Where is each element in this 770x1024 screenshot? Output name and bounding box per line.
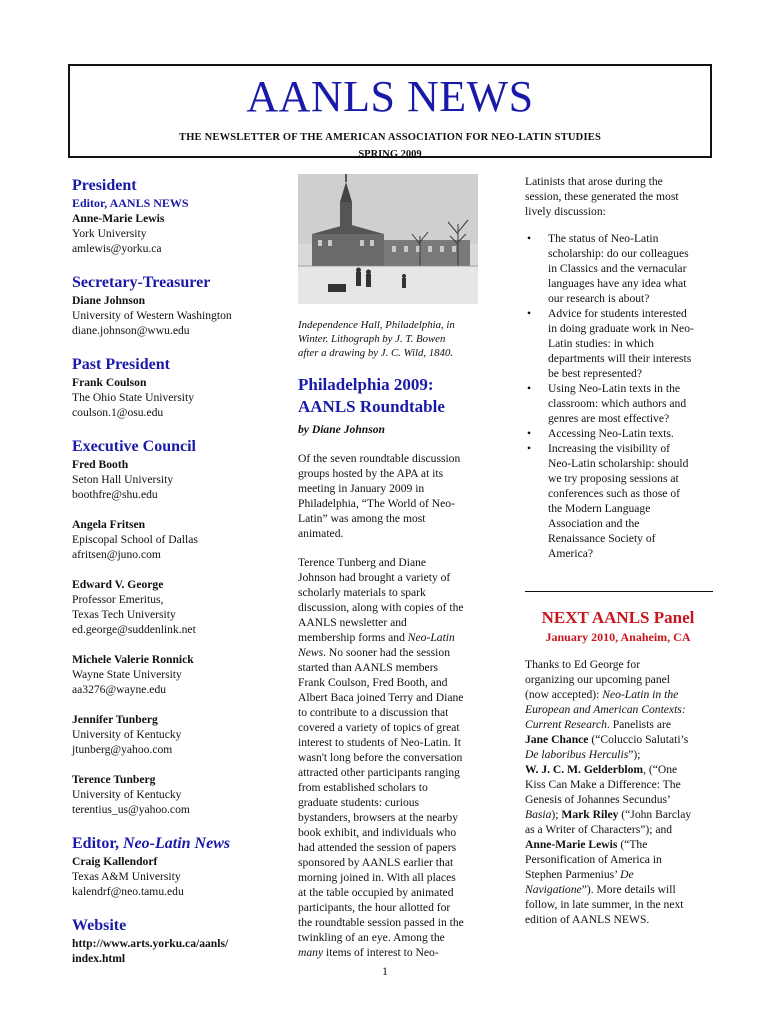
officers-column	[72, 176, 277, 966]
past-president-affiliation: The Ohio State University	[72, 391, 195, 404]
next-panel-text: Thanks to Ed George for organizing our upcoming panel (now accepted): Neo-Latin in the European and American Contexts: Current Research. Panelists are Jane Chance (“Coluccio Salutati’s De laboribus Herculis”); W. J. C. M. Gelderblom, (“One Kiss Can Make a Difference: The Genesis of Johannes Secundus’ Basia); Mark Riley (“John Barclay as a Writer of Characters”); and Anne-Marie Lewis (“The Personification of America in Stephen Parmenius’ De Navigatione”). More details will follow, in late summer, in the next edition of AANLS NEWS.	[525, 658, 692, 926]
discussion-topic-item: • Accessing Neo-Latin texts.	[525, 426, 711, 441]
secretary-affiliation: University of Western Washington	[72, 309, 232, 322]
council-member-name: Edward V. George	[72, 578, 164, 591]
council-member: Fred Booth Seton Hall University boothfre@shu.edu	[72, 457, 277, 502]
article-byline: by Diane Johnson	[298, 423, 385, 436]
president-email: amlewis@yorku.ca	[72, 242, 162, 255]
article-paragraph-2: Terence Tunberg and Diane Johnson had brought a variety of scholarly materials to spark discussion, along with copies of the AANLS newsletter and membership forms and Neo-Latin News. No sooner had the session started than AANLS members Frank Coulson, Fred Booth, and Albert Baca joined Terry and Diane to contribute to a discussion that covered a variety of topics of great interest to students of Neo-Latin. It wasn't long before the conversation attracted other participants ranging from established scholars to graduate students: curious bystanders, browsers at the nearby book exhibit, and individuals who had attended the session of papers sponsored by AANLS earlier that morning joined in. With all places at the table occupied by animated participants, the hour allotted for the roundtable session passed in the twinkling of an eye. Among the many items of interest to Neo-	[298, 556, 464, 959]
next-panel-title: NEXT AANLS Panel	[541, 608, 695, 627]
continuation-column	[525, 174, 711, 927]
independence-hall-lithograph	[298, 174, 478, 304]
article-continuation: Latinists that arose during the session, these generated the most lively discussion:	[525, 175, 679, 218]
discussion-topic-item: • The status of Neo-Latin scholarship: do our colleagues in Classics and the vernacular languages have any idea what our research is about?	[525, 231, 711, 306]
discussion-topic-item: • Increasing the visibility of Neo-Latin scholarship: should we try proposing sessions at conferences such as those of the Modern Language Association and the Renaissance Society of America?	[525, 441, 711, 561]
discussion-topics-list	[525, 231, 711, 561]
council-member: Terence Tunberg University of Kentucky terentius_us@yahoo.com	[72, 772, 277, 817]
website-url-line1[interactable]: http://www.arts.yorku.ca/aanls/	[72, 937, 229, 950]
article-paragraph-1: Of the seven roundtable discussion groups hosted by the APA at its meeting in January 2009 in Philadelphia, “The World of Neo- Latin” was among the most animated.	[298, 452, 461, 540]
newsletter-title: AANLS NEWS	[246, 72, 534, 121]
council-member-name: Michele Valerie Ronnick	[72, 653, 194, 666]
next-panel-date: January 2010, Anaheim, CA	[545, 630, 691, 644]
secretary-email: diane.johnson@wwu.edu	[72, 324, 190, 337]
newsletter-subtitle: THE NEWSLETTER OF THE AMERICAN ASSOCIATION FOR NEO-LATIN STUDIES	[178, 132, 601, 143]
discussion-topic-item: • Advice for students interested in doing graduate work in Neo- Latin studies: in which departments will their interests be best represented?	[525, 306, 711, 381]
past-president-heading: Past President	[72, 356, 170, 373]
nln-editor-affiliation: Texas A&M University	[72, 870, 181, 883]
website-url-line2[interactable]: index.html	[72, 952, 126, 965]
council-member-name: Angela Fritsen	[72, 518, 146, 531]
nln-editor-name: Craig Kallendorf	[72, 855, 158, 868]
page-number: 1	[382, 964, 388, 978]
council-member: Edward V. George Professor Emeritus, Texas Tech University ed.george@suddenlink.net	[72, 577, 277, 637]
discussion-topic-item: • Using Neo-Latin texts in the classroom: which authors and genres are most effective?	[525, 381, 711, 426]
article-column	[298, 174, 484, 960]
website-heading: Website	[72, 917, 127, 934]
masthead	[68, 64, 712, 158]
council-member-name: Terence Tunberg	[72, 773, 156, 786]
president-heading: President	[72, 177, 137, 194]
council-list	[72, 457, 277, 817]
past-president-name: Frank Coulson	[72, 376, 147, 389]
council-member: Jennifer Tunberg University of Kentucky jtunberg@yahoo.com	[72, 712, 277, 757]
president-affiliation: York University	[72, 227, 147, 240]
issue-date: SPRING 2009	[358, 149, 422, 160]
section-divider	[525, 591, 713, 592]
neo-latin-news-editor-heading: Editor, Neo-Latin News	[72, 835, 231, 852]
editor-heading: Editor, AANLS NEWS	[72, 196, 189, 210]
council-member: Angela Fritsen Episcopal School of Dallas afritsen@juno.com	[72, 517, 277, 562]
secretary-name: Diane Johnson	[72, 294, 146, 307]
council-member-name: Fred Booth	[72, 458, 129, 471]
image-caption: Independence Hall, Philadelphia, in Winter. Lithograph by J. T. Bowen after a drawing by J. C. Wild, 1840.	[298, 319, 455, 359]
nln-editor-email: kalendrf@neo.tamu.edu	[72, 885, 184, 898]
past-president-email: coulson.1@osu.edu	[72, 406, 164, 419]
secretary-heading: Secretary-Treasurer	[72, 274, 211, 291]
council-member: Michele Valerie Ronnick Wayne State University aa3276@wayne.edu	[72, 652, 277, 697]
executive-council-heading: Executive Council	[72, 438, 196, 455]
article-title: Philadelphia 2009: AANLS Roundtable	[298, 375, 445, 416]
council-member-name: Jennifer Tunberg	[72, 713, 158, 726]
president-name: Anne-Marie Lewis	[72, 212, 165, 225]
